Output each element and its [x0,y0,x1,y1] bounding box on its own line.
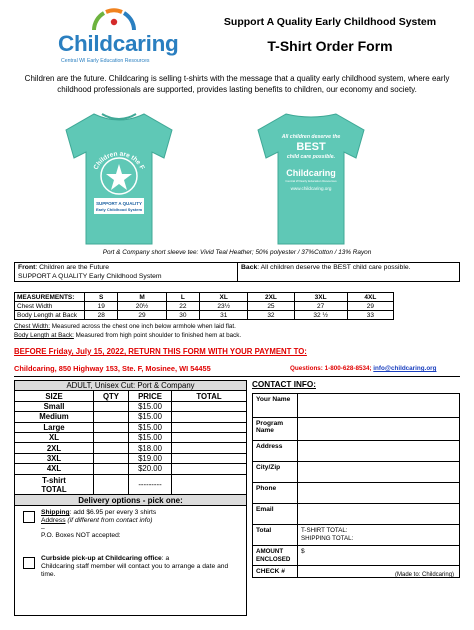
price-cell: $20.00 [129,464,172,474]
order-table [14,380,247,496]
size-header: M [118,293,166,302]
price-cell: $15.00 [129,422,172,432]
total-input[interactable] [172,443,247,453]
contact-table [252,393,460,578]
tshirt-total-label [15,474,94,495]
size-column-header: SIZE [15,391,94,401]
deadline-rest: , RETURN THIS FORM WITH YOUR PAYMENT TO: [123,347,307,356]
logo-tagline: Central WI Early Education Resources [61,58,150,64]
front-box-line1: SUPPORT A QUALITY [96,201,142,206]
contact-label: Total [253,525,298,546]
table-row [15,401,247,411]
name-field[interactable] [298,394,460,418]
tshirt-front-image [64,108,174,248]
qty-input[interactable] [94,464,129,474]
table-row [15,302,394,311]
price-cell: $19.00 [129,453,172,463]
table-cell: 20½ [118,302,166,311]
tshirt-total-input[interactable] [172,474,247,495]
amount-enclosed-field[interactable]: $ [298,546,460,566]
tshirt-total-label-2: TOTAL [41,484,67,494]
size-header: XL [200,293,248,302]
table-row [15,453,247,463]
tshirt-total-price: --------- [129,474,172,495]
form-title: T-Shirt Order Form [267,38,393,54]
pickup-line1: : a [161,555,170,562]
tshirt-back-image [256,108,366,248]
measurements-header-row [15,293,394,302]
back-label: Back [241,264,258,271]
size-cell: 4XL [15,464,94,474]
price-cell: $15.00 [129,412,172,422]
size-cell: Small [15,401,94,411]
size-cell: 3XL [15,453,94,463]
table-cell: 23½ [200,302,248,311]
table-row [15,311,394,320]
order-total-field[interactable]: T-SHIRT TOTAL: SHIPPING TOTAL: [298,525,460,546]
shipping-label: Shipping [41,509,70,516]
size-cell: 2XL [15,443,94,453]
back-url: www.childcaring.org [290,186,332,191]
qty-input[interactable] [94,443,129,453]
questions-label: Questions: 1-800-628-8534; [290,365,374,372]
qty-column-header: QTY [94,391,129,401]
shipping-checkbox[interactable] [23,511,35,523]
size-cell: Large [15,422,94,432]
table-row [15,412,247,422]
logo-arc-icon [90,8,138,32]
total-input[interactable] [172,422,247,432]
qty-input[interactable] [94,453,129,463]
length-note-text: Measured from high point shoulder to finished hem at back. [73,332,242,339]
qty-input[interactable] [94,422,129,432]
size-header: S [85,293,118,302]
measurements-header-label: MEASUREMENTS: [15,293,85,302]
contact-label: Email [253,504,298,525]
email-field[interactable] [298,504,460,525]
size-cell: XL [15,432,94,442]
back-line1: All children deserve the [281,134,341,140]
city-zip-field[interactable] [298,462,460,483]
divider [14,376,460,377]
pickup-option-text [41,555,241,578]
tshirt-total-qty-input[interactable] [94,474,129,495]
deadline-notice [14,347,460,356]
order-caption-row [15,381,247,391]
length-note-label: Body Length at Back: [14,332,74,339]
mailing-address: Childcaring, 850 Highway 153, Ste. F, Mosinee, WI 54455 [14,364,211,373]
table-cell: 32 ½ [294,311,347,320]
contact-row [253,546,460,566]
back-line3: child care possible. [286,154,336,160]
childcaring-logo [58,8,179,64]
deadline-date: BEFORE Friday, July 15, 2022 [14,347,124,356]
size-header: L [166,293,199,302]
shipping-po-note: P.O. Boxes NOT accepted: [41,532,121,540]
front-label: Front [18,264,36,271]
size-header: 3XL [294,293,347,302]
back-brand-sub: Central WI Early Education Resources [285,179,337,183]
total-input[interactable] [172,464,247,474]
program-name-field[interactable] [298,418,460,441]
pickup-label: Curbside pick-up at Childcaring office [41,555,162,562]
qty-input[interactable] [94,412,129,422]
table-cell: 31 [200,311,248,320]
chest-note-text: Measured across the chest one inch below armhole when laid flat. [50,323,236,330]
price-cell: $15.00 [129,432,172,442]
size-header: 2XL [248,293,294,302]
shipping-address-note: (if different from contact info) [65,516,153,524]
price-cell: $18.00 [129,443,172,453]
contact-row [253,525,460,546]
row-label: Chest Width [15,302,85,311]
measurements-table [14,292,394,320]
table-cell: 30 [166,311,199,320]
contact-row [253,483,460,504]
phone-field[interactable] [298,483,460,504]
front-back-box [14,262,460,282]
made-to-note: (Made to: Childcaring) [395,572,455,578]
row-label: Body Length at Back [15,311,85,320]
front-text-2: SUPPORT A QUALITY Early Childhood System [18,272,162,280]
address-field[interactable] [298,441,460,462]
table-cell: 29 [347,302,393,311]
total-input[interactable] [172,432,247,442]
back-brand: Childcaring [286,168,336,178]
table-cell: 22 [166,302,199,311]
qty-input[interactable] [94,401,129,411]
table-cell: 33 [347,311,393,320]
table-cell: 32 [248,311,294,320]
tshirt-total-row [15,474,247,495]
table-cell: 28 [85,311,118,320]
price-cell: $15.00 [129,401,172,411]
size-header: 4XL [347,293,393,302]
contact-row [253,441,460,462]
order-header-row [15,391,247,401]
back-line2: BEST [296,141,326,153]
price-column-header: PRICE [129,391,172,401]
contact-row [253,418,460,441]
intro-paragraph: Children are the future. Childcaring is selling t-shirts with the message that a quality early childhood system, where early childhood professionals are supported, provides lasting benefits to children, our economy and society. [24,74,450,94]
contact-label: AMOUNT ENCLOSED [253,546,298,566]
shipping-dash: – [41,524,45,532]
back-text: : All children deserve the BEST child care possible. [257,264,411,271]
total-column-header: TOTAL [172,391,247,401]
contact-row [253,504,460,525]
back-description [238,263,459,281]
total-input[interactable] [172,453,247,463]
shipping-option-text [41,509,241,540]
shipping-address-label: Address [41,516,66,524]
size-cell: Medium [15,412,94,422]
pickup-checkbox[interactable] [23,557,35,569]
table-row [15,464,247,474]
contact-label: Program Name [253,418,298,441]
table-row [15,422,247,432]
front-text: : Children are the Future [35,264,110,271]
table-row [15,432,247,442]
measurement-notes [14,322,460,340]
contact-heading: CONTACT INFO: [252,380,316,389]
qty-input[interactable] [94,432,129,442]
front-description [15,263,238,281]
shirt-caption: Port & Company short sleeve tee: Vivid Teal Heather; 50% polyester / 37%Cotton / 13% Rayon [102,249,372,256]
page-title: Support A Quality Early Childhood System [223,16,437,28]
logo-wordmark: Childcaring [58,31,179,56]
table-row [15,443,247,453]
contact-label: City/Zip [253,462,298,483]
delivery-options [14,494,247,616]
contact-label: Address [253,441,298,462]
email-link[interactable]: info@childcaring.org [373,365,437,372]
total-input[interactable] [172,401,247,411]
delivery-header: Delivery options - pick one: [15,495,246,506]
shipping-line1: : add $6.95 per every 3 shirts [69,509,157,516]
order-caption: ADULT, Unisex Cut: Port & Company [15,381,247,391]
questions-contact [290,365,436,372]
table-cell: 19 [85,302,118,311]
contact-row [253,462,460,483]
front-box-line2: Early Childhood System [95,207,143,212]
table-cell: 29 [118,311,166,320]
pickup-line2: Childcaring staff member will contact you to arrange a date and time. [41,562,229,578]
contact-row [253,394,460,418]
contact-label: CHECK # [253,566,298,578]
total-input[interactable] [172,412,247,422]
front-arc-text: Children are the F [92,150,146,171]
contact-label: Phone [253,483,298,504]
table-cell: 27 [294,302,347,311]
chest-note-label: Chest Width: [14,323,51,330]
table-cell: 25 [248,302,294,311]
tshirt-total-label-1: T-shirt [42,475,66,485]
contact-label: Your Name [253,394,298,418]
